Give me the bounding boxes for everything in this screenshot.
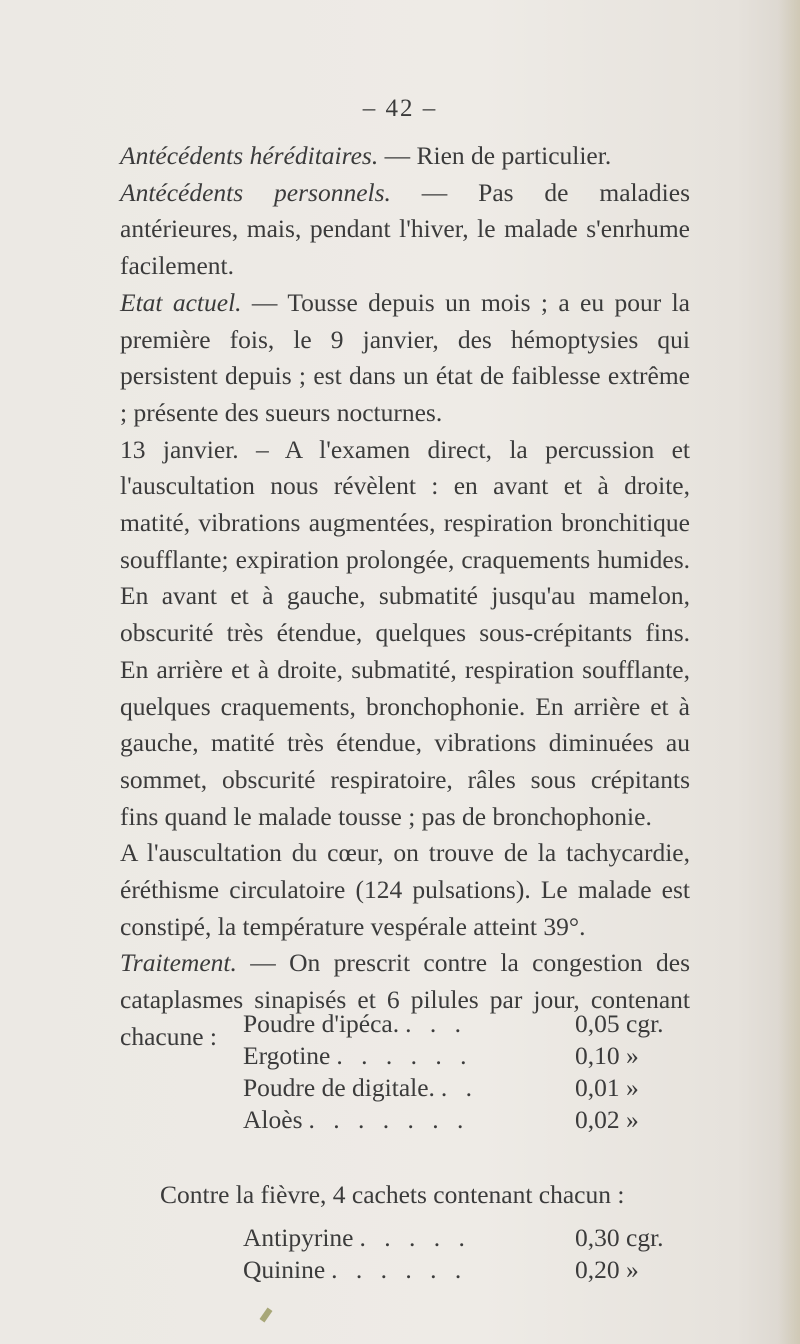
prescription-cachets-list	[243, 1222, 693, 1286]
drug-name: Poudre d'ipéca.	[243, 1009, 400, 1038]
prescription-row	[243, 1040, 693, 1072]
ink-mark	[260, 1308, 273, 1323]
prescription-row	[243, 1008, 693, 1040]
paragraph-lead: Antécédents héréditaires.	[120, 141, 379, 170]
prescription-row	[243, 1104, 693, 1136]
paragraph-hereditary	[120, 138, 690, 175]
paragraph-text: — Rien de particulier.	[378, 141, 612, 170]
prescription-row	[243, 1072, 693, 1104]
page-number: – 42 –	[362, 95, 438, 122]
prescription-row	[243, 1222, 693, 1254]
leader-dots: . . .	[405, 1009, 468, 1038]
body-text	[120, 138, 690, 1056]
paragraph-heart	[120, 835, 690, 945]
paragraph-lead: Etat actuel.	[120, 287, 242, 317]
paragraph-lead: Antécédents personnels.	[120, 177, 391, 207]
drug-name: Antipyrine	[243, 1223, 354, 1252]
paragraph-personal	[120, 175, 690, 285]
drug-name: Ergotine	[243, 1041, 331, 1070]
paragraph-text: — Tousse depuis un mois ; a eu pour la première fois, le 9 janvier, des hémoptysies qui persistent depuis ; est dans un état de faiblesse extrême ; présente des sueurs nocturnes.	[120, 287, 690, 427]
paragraph-current-state	[120, 285, 690, 432]
fever-line: Contre la fièvre, 4 cachets contenant chacun :	[160, 1180, 625, 1209]
leader-dots: . .	[440, 1073, 479, 1102]
drug-name: Poudre de digitale.	[243, 1073, 435, 1102]
drug-name: Aloès	[243, 1105, 303, 1134]
paragraph-text: — Pas de maladies antérieures, mais, pendant l'hiver, le malade s'enrhume facilement.	[120, 177, 690, 281]
page-edge-shading	[778, 0, 800, 1344]
drug-dose: 0,20 »	[575, 1255, 639, 1284]
drug-dose: 0,02 »	[575, 1105, 639, 1134]
paragraph-text: — On prescrit contre la congestion des cataplasmes sinapisés et 6 pilules par jour, contenant chacune :	[120, 948, 690, 1051]
drug-dose: 0,05 cgr.	[575, 1009, 664, 1038]
paragraph-text: A l'auscultation du cœur, on trouve de la tachycardie, éréthisme circulatoire (124 pulsations). Le malade est constipé, la température vespérale atteint 39°.	[120, 838, 690, 941]
drug-name: Quinine	[243, 1255, 326, 1284]
leader-dots: . . . . .	[359, 1223, 471, 1252]
drug-dose: 0,30 cgr.	[575, 1223, 664, 1252]
paragraph-lead: Traitement.	[120, 948, 237, 978]
paragraph-text: 13 janvier. – A l'examen direct, la percussion et l'auscultation nous révèlent : en avant et à droite, matité, vibrations augmentées, respiration bronchitique soufflante; expiration prolongée, craquements humides. En avant et à gauche, submatité jusqu'au mamelon, obscurité très étendue, quelques sous-crépitants fins. En arrière et à droite, submatité, respiration soufflante, quelques craquements, bronchophonie. En arrière et à gauche, matité très étendue, vibrations diminuées au sommet, obscurité respiratoire, râles sous crépitants fins quand le malade tousse ; pas de bronchophonie.	[120, 434, 690, 831]
prescription-row	[243, 1254, 693, 1286]
leader-dots: . . . . . .	[331, 1255, 468, 1284]
drug-dose: 0,01 »	[575, 1073, 639, 1102]
prescription-pills-list	[243, 1008, 693, 1136]
leader-dots: . . . . . . .	[308, 1105, 470, 1134]
leader-dots: . . . . . .	[336, 1041, 473, 1070]
drug-dose: 0,10 »	[575, 1041, 639, 1070]
paragraph-examination	[120, 432, 690, 836]
